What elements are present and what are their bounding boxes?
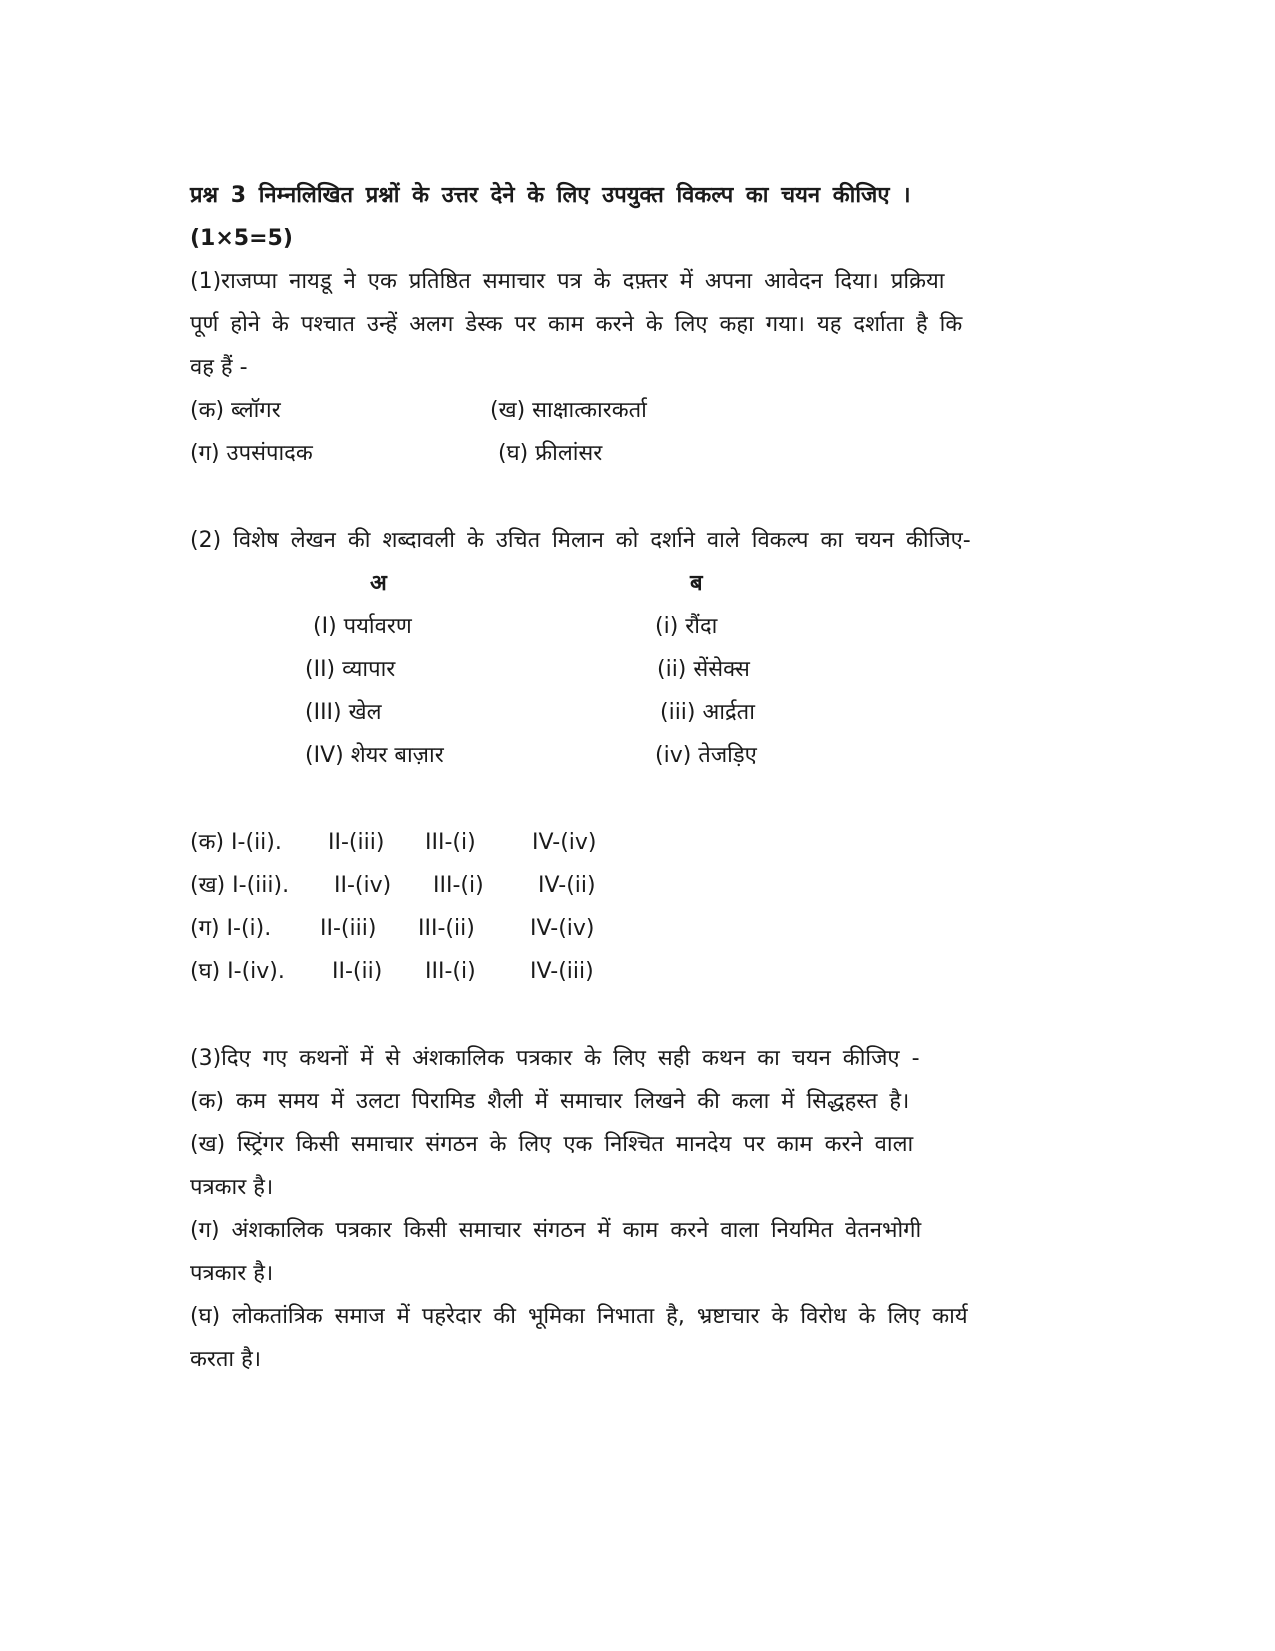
q3-option-gha-line-1: (घ) लोकतांत्रिक समाज में पहरेदार की भूमिका निभाता है, भ्रष्टाचार के विरोध के लिए कार्य [190, 1304, 968, 1329]
q2-answer-ga-part-3: III-(ii) [418, 916, 475, 941]
q2-answer-ga-part-2: II-(iii) [320, 916, 377, 941]
q1-option-ga: (ग) उपसंपादक [190, 441, 313, 466]
q2-column-a-item: (II) व्यापार [305, 657, 396, 682]
q2-column-b-item: (i) रौंदा [655, 614, 718, 639]
q2-answer-gha-part-1: (घ) I-(iv). [190, 959, 285, 984]
q3-option-ka: (क) कम समय में उलटा पिरामिड शैली में समाचार लिखने की कला में सिद्धहस्त है। [190, 1089, 910, 1114]
q3-option-gha-line-2: करता है। [190, 1347, 262, 1372]
q2-answer-ga-part-4: IV-(iv) [530, 916, 595, 941]
q1-text-line-3: वह हैं - [190, 355, 248, 380]
q3-option-ga-line-1: (ग) अंशकालिक पत्रकार किसी समाचार संगठन में काम करने वाला नियमित वेतनभोगी [190, 1218, 922, 1243]
q2-answer-gha-part-2: II-(ii) [332, 959, 383, 984]
q2-answer-ka-part-2: II-(iii) [328, 830, 385, 855]
q2-answer-gha-part-4: IV-(iii) [530, 959, 594, 984]
q2-answer-kha-part-1: (ख) I-(iii). [190, 873, 290, 898]
q2-answer-kha-part-2: II-(iv) [334, 873, 392, 898]
q2-column-b-header: ब [690, 571, 703, 596]
q2-answer-kha-part-4: IV-(ii) [538, 873, 596, 898]
q3-option-ga-line-2: पत्रकार है। [190, 1261, 274, 1286]
marks-label: (1×5=5) [190, 226, 293, 251]
q3-option-kha-line-1: (ख) स्ट्रिंगर किसी समाचार संगठन के लिए एक निश्चित मानदेय पर काम करने वाला [190, 1132, 914, 1157]
q2-answer-ka-part-4: IV-(iv) [532, 830, 597, 855]
q2-answer-ka-part-3: III-(i) [425, 830, 476, 855]
q3-text: (3)दिए गए कथनों में से अंशकालिक पत्रकार के लिए सही कथन का चयन कीजिए - [190, 1046, 920, 1071]
q2-answer-ga-part-1: (ग) I-(i). [190, 916, 272, 941]
q2-column-b-item: (ii) सेंसेक्स [657, 657, 750, 682]
q1-option-ka: (क) ब्लॉगर [190, 398, 281, 423]
q1-option-gha: (घ) फ्रीलांसर [498, 441, 603, 466]
q2-column-b-item: (iii) आर्द्रता [660, 700, 755, 725]
q3-option-kha-line-2: पत्रकार है। [190, 1175, 274, 1200]
question-heading: प्रश्न 3 निम्नलिखित प्रश्नों के उत्तर देने के लिए उपयुक्त विकल्प का चयन कीजिए । [190, 183, 911, 208]
q2-column-a-header: अ [370, 571, 387, 596]
q2-column-a-item: (IV) शेयर बाज़ार [305, 743, 444, 768]
q2-answer-ka-part-1: (क) I-(ii). [190, 830, 282, 855]
q2-column-a-item: (I) पर्यावरण [313, 614, 412, 639]
q2-column-b-item: (iv) तेजड़िए [655, 743, 757, 768]
q1-option-kha: (ख) साक्षात्कारकर्ता [490, 398, 647, 423]
q2-answer-gha-part-3: III-(i) [425, 959, 476, 984]
q2-answer-kha-part-3: III-(i) [433, 873, 484, 898]
q2-column-a-item: (III) खेल [305, 700, 382, 725]
q2-text: (2) विशेष लेखन की शब्दावली के उचित मिलान को दर्शाने वाले विकल्प का चयन कीजिए- [190, 528, 971, 553]
q1-text-line-1: (1)राजप्पा नायडू ने एक प्रतिष्ठित समाचार पत्र के दफ़्तर में अपना आवेदन दिया। प्रक्रिया [190, 269, 945, 294]
q1-text-line-2: पूर्ण होने के पश्चात उन्हें अलग डेस्क पर काम करने के लिए कहा गया। यह दर्शाता है कि [190, 312, 963, 337]
